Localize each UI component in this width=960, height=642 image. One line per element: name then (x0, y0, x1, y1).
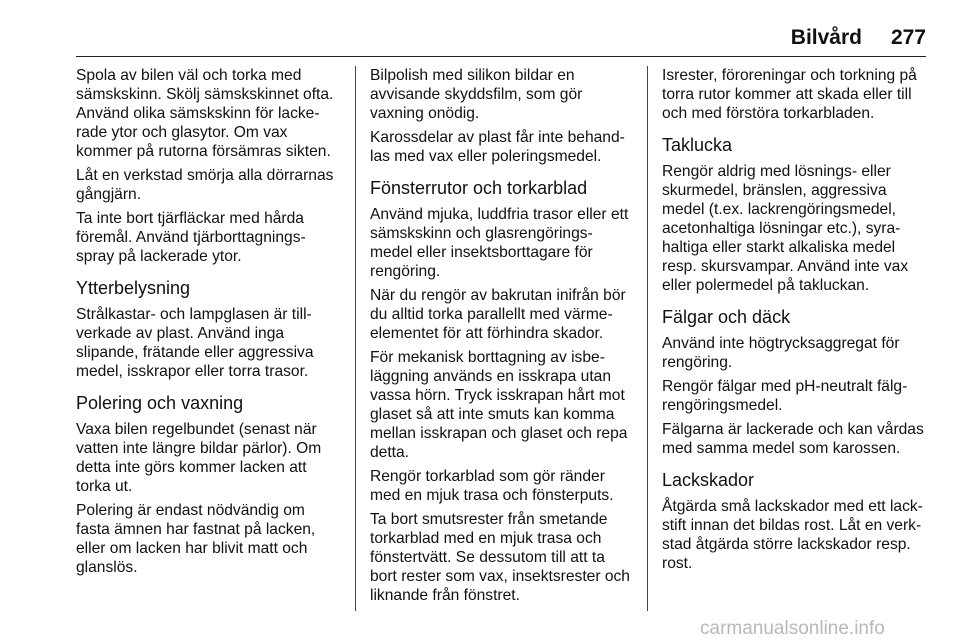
paragraph: Fälgarna är lackerade och kan vårdas med samma medel som karossen. (662, 421, 924, 457)
paragraph: För mekanisk borttagning av isbe- läggning används en isskrapa utan vassa hörn. Tryck isskrapan hårt mot glaset så att inte smuts kan komma mellan isskrapan och glaset och repa detta. (370, 349, 628, 461)
paragraph: Ta inte bort tjärfläckar med hårda föremål. Använd tjärborttagnings- spray på lackerade ytor. (76, 210, 306, 265)
paragraph: Rengör fälgar med pH-neutralt fälg- rengöringsmedel. (662, 378, 908, 414)
paragraph: Ta bort smutsrester från smetande torkarblad med en mjuk trasa och fönstertvätt. Se dessutom till att ta bort rester som vax, insektsrester och liknande från fönstret. (370, 511, 630, 604)
column-3 (662, 66, 928, 578)
column-2 (370, 66, 634, 610)
paragraph: Strålkastar- och lampglasen är till- verkade av plast. Använd inga slipande, frätande eller aggressiva medel, isskrapor eller torra trasor. (76, 306, 314, 380)
paragraph: När du rengör av bakrutan inifrån bör du alltid torka parallellt med värme- elementet för att förhindra skador. (370, 287, 626, 342)
column-1 (76, 66, 344, 582)
section-heading: Ytterbelysning (76, 278, 191, 298)
column-divider (355, 66, 356, 611)
column-divider (647, 66, 648, 611)
section-heading: Taklucka (662, 135, 733, 155)
paragraph: Isrester, föroreningar och torkning på torra rutor kommer att skada eller till och med förstöra torkarbladen. (662, 67, 917, 122)
paragraph: Spola av bilen väl och torka med sämskskinn. Skölj sämskskinnet ofta. Använd olika sämskskinn för lacke- rade ytor och glasytor. Om vax kommer på rutorna försämras sikten. (76, 67, 334, 160)
page-number: 277 (890, 26, 926, 49)
section-heading: Lackskador (662, 470, 755, 490)
paragraph: Använd mjuka, luddfria trasor eller ett sämskskinn och glasrengörings- medel eller insektsborttagare för rengöring. (370, 206, 629, 280)
chapter-title: Bilvård (790, 26, 862, 49)
paragraph: Karossdelar av plast får inte behand- las med vax eller poleringsmedel. (370, 129, 625, 165)
watermark: carmanualsonline.info (700, 618, 885, 639)
header-rule (76, 56, 926, 57)
paragraph: Rengör torkarblad som gör ränder med en mjuk trasa och fönsterputs. (370, 468, 614, 504)
section-heading: Fönsterrutor och torkarblad (370, 178, 588, 198)
section-heading: Fälgar och däck (662, 307, 791, 327)
section-heading: Polering och vaxning (76, 393, 244, 413)
paragraph: Bilpolish med silikon bildar en avvisande skyddsfilm, som gör vaxning onödig. (370, 67, 583, 122)
paragraph: Polering är endast nödvändig om fasta ämnen har fastnat på lacken, eller om lacken har blivit matt och glanslös. (76, 502, 316, 576)
paragraph: Åtgärda små lackskador med ett lack- stift innan det bildas rost. Låt en verk- stad åtgärda större lackskador resp. rost. (662, 498, 923, 572)
paragraph: Låt en verkstad smörja alla dörrarnas gångjärn. (76, 167, 334, 203)
page-header (76, 26, 926, 54)
paragraph: Vaxa bilen regelbundet (senast när vatten inte längre bildar pärlor). Om detta inte görs kommer lacken att torka ut. (76, 421, 322, 495)
paragraph: Rengör aldrig med lösnings- eller skurmedel, bränslen, aggressiva medel (t.ex. lackrengöringsmedel, acetonhaltiga lösningar etc.), syra- haltiga eller starkt alkaliska medel resp. skursvampar. Använd inte vax eller polermedel på takluckan. (662, 163, 909, 294)
paragraph: Använd inte högtrycksaggregat för rengöring. (662, 335, 900, 371)
